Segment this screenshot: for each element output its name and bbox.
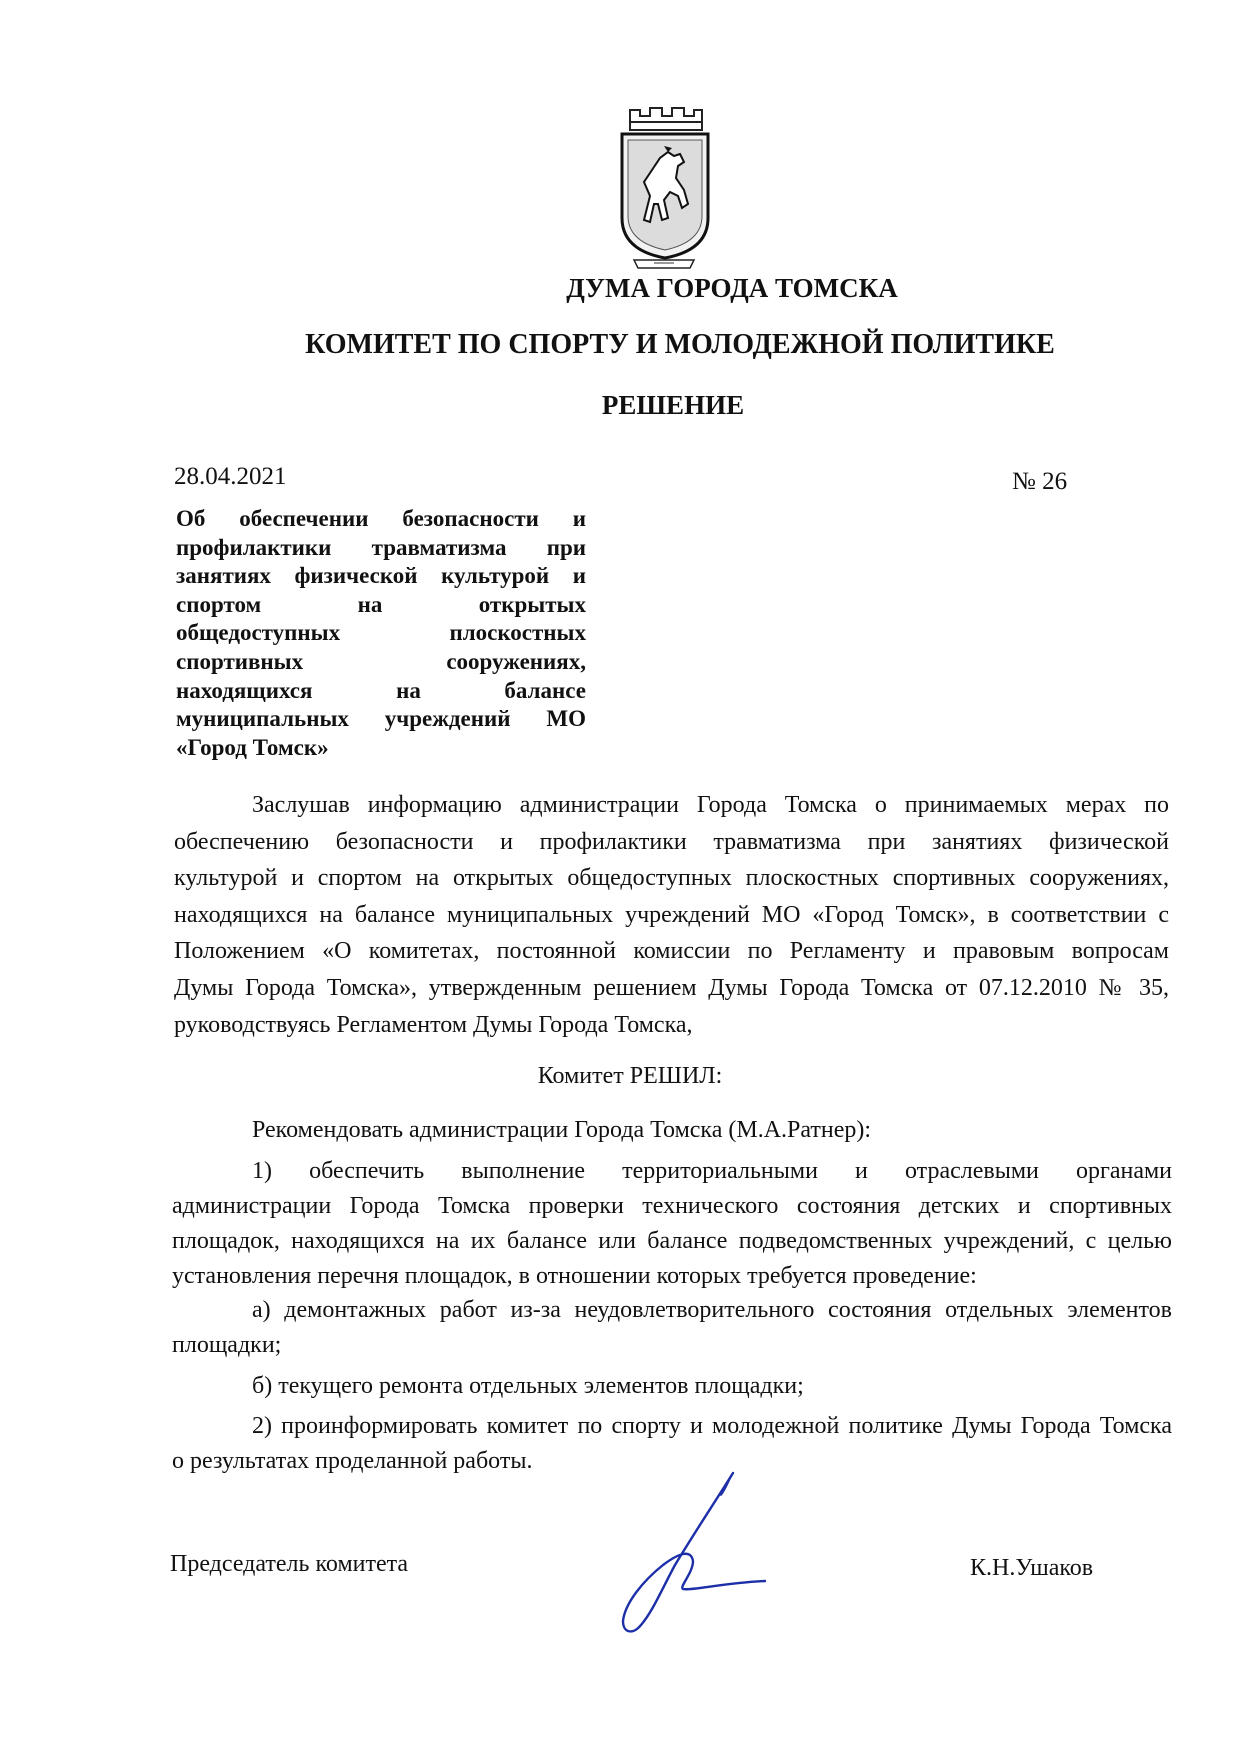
item-1-paragraph	[172, 1154, 1172, 1294]
subject-line: «Город Томск»	[176, 734, 329, 760]
item-b-paragraph	[172, 1369, 1172, 1404]
item-1-line: площадок, находящихся на их балансе или балансе подведомственных учреждений, с целью	[172, 1228, 1172, 1254]
document-subject	[176, 505, 586, 762]
resolution-heading: Комитет РЕШИЛ:	[537, 1063, 723, 1089]
preamble-line: руководствуясь Регламентом Думы Города Томска,	[174, 1011, 693, 1038]
item-1-line: 1) обеспечить выполнение территориальными и отраслевыми органами	[252, 1158, 1172, 1184]
tomsk-coat-of-arms-icon	[614, 100, 714, 272]
document-type: РЕШЕНИЕ	[601, 390, 745, 420]
subject-line: находящихся на балансе	[176, 677, 586, 703]
preamble-line: Положением «О комитетах, постоянной комиссии по Регламенту и правовым вопросам	[174, 938, 1169, 965]
item-a-paragraph	[172, 1293, 1172, 1363]
recommendation-intro	[172, 1113, 1172, 1148]
item-a-line: площадки;	[172, 1332, 282, 1358]
subject-line: профилактики травматизма при	[176, 534, 586, 560]
recommendation-line: Рекомендовать администрации Города Томска (М.А.Ратнер):	[252, 1117, 872, 1143]
preamble-line: обеспечению безопасности и профилактики травматизма при занятиях физической	[174, 828, 1169, 855]
item-2-line: о результатах проделанной работы.	[172, 1448, 533, 1474]
preamble-line: Думы Города Томска», утвержденным решением Думы Города Томска от 07.12.2010 № 35,	[174, 974, 1169, 1001]
item-1-line: установления перечня площадок, в отношении которых требуется проведение:	[172, 1263, 977, 1289]
signatory-position: Председатель комитета	[170, 1551, 409, 1577]
subject-line: спортом на открытых	[176, 591, 586, 617]
subject-line: занятиях физической культурой и	[176, 563, 586, 589]
handwritten-signature	[583, 1465, 773, 1640]
preamble-line: Заслушав информацию администрации Города Томска о принимаемых мерах по	[252, 792, 1169, 818]
subject-line: Об обеспечении безопасности и	[176, 506, 586, 531]
duma-title: ДУМА ГОРОДА ТОМСКА	[566, 273, 898, 303]
document-number: № 26	[1012, 468, 1068, 495]
item-b-line: б) текущего ремонта отдельных элементов площадки;	[252, 1373, 804, 1399]
item-1-line: администрации Города Томска проверки технического состояния детских и спортивных	[172, 1193, 1172, 1219]
preamble-paragraph	[174, 787, 1169, 1043]
item-a-line: а) демонтажных работ из-за неудовлетворительного состояния отдельных элементов	[252, 1297, 1172, 1323]
document-date: 28.04.2021	[174, 463, 287, 490]
subject-line: общедоступных плоскостных	[176, 620, 586, 646]
preamble-line: находящихся на балансе муниципальных учреждений МО «Город Томск», в соответствии с	[174, 901, 1169, 928]
subject-line: спортивных сооружениях,	[176, 648, 586, 674]
item-2-line: 2) проинформировать комитет по спорту и молодежной политике Думы Города Томска	[252, 1413, 1172, 1439]
preamble-line: культурой и спортом на открытых общедоступных плоскостных спортивных сооружениях,	[174, 865, 1169, 892]
signatory-name: К.Н.Ушаков	[970, 1555, 1094, 1581]
committee-title: КОМИТЕТ ПО СПОРТУ И МОЛОДЕЖНОЙ ПОЛИТИКЕ	[305, 329, 1055, 360]
subject-line: муниципальных учреждений МО	[176, 706, 586, 732]
